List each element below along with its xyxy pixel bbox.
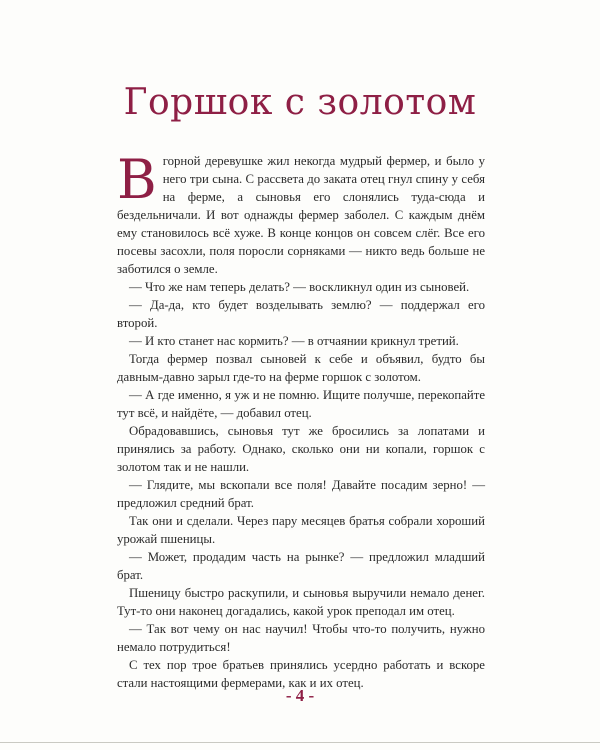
- paragraph: — Глядите, мы вскопали все поля! Давайте посадим зерно! — предложил средний брат.: [117, 478, 485, 510]
- paragraph: — И кто станет нас кормить? — в отчаянии крикнул третий.: [129, 334, 459, 348]
- paragraph: Обрадовавшись, сыновья тут же бросились за лопатами и принялись за работу. Однако, сколько они ни копали, горшок с золотом так и не нашли.: [117, 424, 485, 474]
- page-edge-divider: [0, 742, 600, 743]
- paragraph: — Может, продадим часть на рынке? — предложил младший брат.: [117, 550, 485, 582]
- page-number: - 4 -: [285, 686, 315, 705]
- page-title: Горшок с золотом: [123, 82, 477, 123]
- paragraph: — А где именно, я уж и не помню. Ищите получше, перекопайте тут всё, и найдёте, — добавил отец.: [117, 388, 485, 420]
- paragraph: — Что же нам теперь делать? — воскликнул один из сыновей.: [129, 280, 470, 294]
- paragraph: Так они и сделали. Через пару месяцев братья собрали хороший урожай пшеницы.: [117, 514, 485, 546]
- drop-cap-letter: В: [117, 148, 157, 211]
- paragraph: С тех пор трое братьев принялись усердно работать и вскоре стали настоящими фермерами, как и их отец.: [117, 658, 485, 690]
- first-paragraph-text: горной деревушке жил некогда мудрый фермер, и было у него три сына. С рассвета до заката отец гнул спину у себя на ферме, а сыновья его слонялись туда-сюда и бездельничали. И вот однажды фермер заболел. С каждым днём ему становилось всё хуже. В конце концов он совсем слёг. Все его посевы засохли, поля поросли сорняками — никто ведь больше не заботился о земле.: [117, 154, 485, 276]
- paragraph: — Так вот чему он нас научил! Чтобы что-то получить, нужно немало потрудиться!: [117, 622, 485, 654]
- paragraph: — Да-да, кто будет возделывать землю? — поддержал его второй.: [117, 298, 485, 330]
- story-text: [117, 148, 485, 692]
- first-paragraph: [117, 148, 485, 278]
- paragraph: Тогда фермер позвал сыновей к себе и объявил, будто бы давным-давно зарыл где-то на ферме горшок с золотом.: [117, 352, 485, 384]
- paragraph: Пшеницу быстро раскупили, и сыновья выручили немало денег. Тут-то они наконец догадались, какой урок преподал им отец.: [117, 586, 485, 618]
